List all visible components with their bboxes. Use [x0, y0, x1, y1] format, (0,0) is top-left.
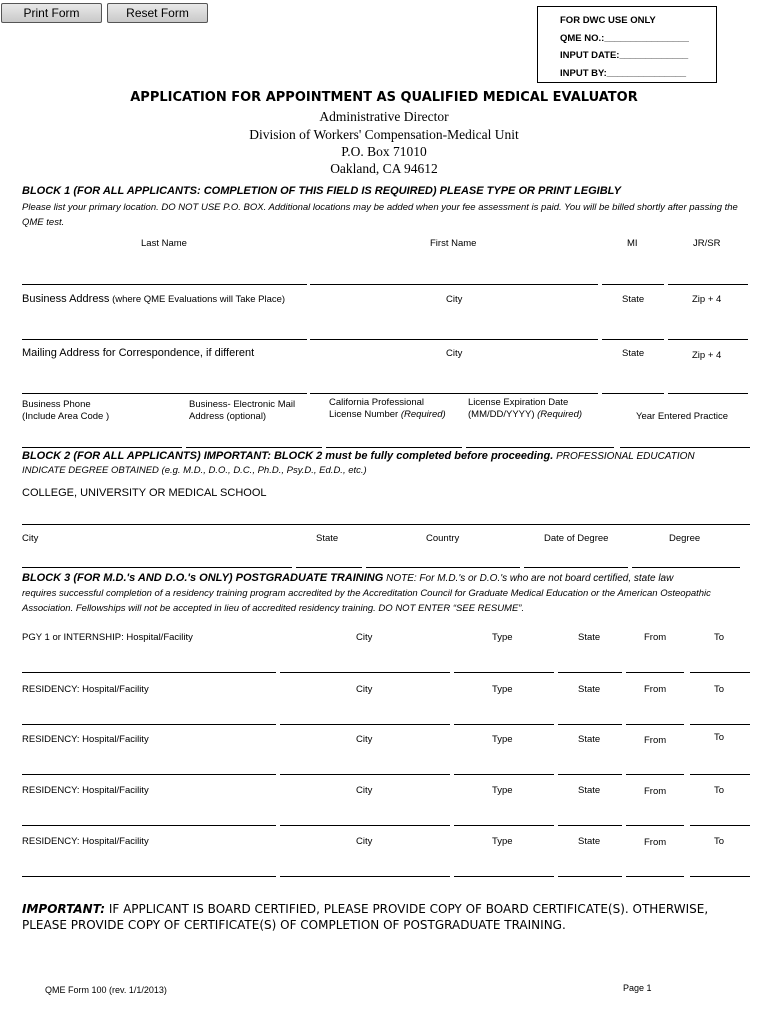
- business-phone-input[interactable]: [22, 428, 182, 446]
- business-state-label: State: [622, 294, 645, 305]
- pg-row-3-from-line: [626, 774, 684, 775]
- pg-row-2-from-input[interactable]: [626, 704, 684, 722]
- edu-country-input[interactable]: [366, 548, 520, 566]
- pg-row-5-state-label: State: [578, 836, 601, 847]
- year-entered-input[interactable]: [620, 428, 750, 446]
- pg-row-3-to-label: To: [714, 732, 725, 743]
- business-city-label: City: [446, 294, 463, 305]
- date-of-degree-label: Date of Degree: [544, 533, 609, 544]
- degree-line: [632, 567, 740, 568]
- jrsr-label: JR/SR: [693, 238, 721, 249]
- edu-country-line: [366, 567, 520, 568]
- date-of-degree-line: [524, 567, 628, 568]
- pg-row-4-city-label: City: [356, 785, 373, 796]
- pg-row-4-to-label: To: [714, 785, 725, 796]
- dwc-use-only-box: [537, 6, 717, 83]
- pg-row-4-to-line: [690, 825, 750, 826]
- pg-row-2-facility-label: RESIDENCY: Hospital/Facility: [22, 684, 149, 695]
- pg-row-1-type-input[interactable]: [454, 652, 554, 670]
- pg-row-5-to-line: [690, 876, 750, 877]
- pg-row-5-city-label: City: [356, 836, 373, 847]
- college-input[interactable]: [22, 505, 750, 523]
- pg-row-1-to-line: [690, 672, 750, 673]
- pg-row-5-from-line: [626, 876, 684, 877]
- last-name-label: Last Name: [141, 238, 187, 249]
- pg-row-2-city-label: City: [356, 684, 373, 695]
- first-name-input[interactable]: [310, 265, 598, 283]
- important-notice: IMPORTANT: IF APPLICANT IS BOARD CERTIFIED, PLEASE PROVIDE COPY OF BOARD CERTIFICATE(S). OTHERWISE, PLEASE PROVIDE COPY OF CERTIFICATE(S) OF COMPLETION OF POSTGRADUATE TRAINING.: [22, 902, 709, 932]
- email-label: Business- Electronic Mail Address (optional): [189, 399, 296, 422]
- jrsr-input[interactable]: [668, 265, 748, 283]
- header-line-2: Division of Workers' Compensation-Medical Unit: [249, 127, 519, 142]
- pg-row-1-city-line: [280, 672, 450, 673]
- form-title: APPLICATION FOR APPOINTMENT AS QUALIFIED MEDICAL EVALUATOR: [130, 90, 638, 105]
- pg-row-3-to-line: [690, 774, 750, 775]
- pg-row-1-state-input[interactable]: [558, 652, 622, 670]
- pg-row-5-facility-line: [22, 876, 276, 877]
- pg-row-2-city-line: [280, 724, 450, 725]
- block3-heading: BLOCK 3 (FOR M.D.'s AND D.O.'s ONLY) POSTGRADUATE TRAINING NOTE: For M.D.'s or D.O.'s who are not board certified, state law: [22, 572, 674, 584]
- block1-note: Please list your primary location. DO NOT USE P.O. BOX. Additional locations may be added when your fee assessment is paid. You will be billed shortly after passing the QME test.: [22, 202, 738, 228]
- business-city-line: [310, 339, 598, 340]
- pg-row-4-city-input[interactable]: [280, 805, 450, 823]
- date-of-degree-input[interactable]: [524, 548, 628, 566]
- pg-row-1-type-line: [454, 672, 554, 673]
- college-label: COLLEGE, UNIVERSITY OR MEDICAL SCHOOL: [22, 487, 267, 499]
- pg-row-1-from-input[interactable]: [626, 652, 684, 670]
- pg-row-4-from-input[interactable]: [626, 805, 684, 823]
- business-zip-line: [668, 339, 748, 340]
- pg-row-3-to-input[interactable]: [690, 754, 750, 772]
- pg-row-1-state-label: State: [578, 632, 601, 643]
- pg-row-2-facility-line: [22, 724, 276, 725]
- pg-row-3-facility-input[interactable]: [22, 754, 276, 772]
- pg-row-2-to-line: [690, 724, 750, 725]
- pg-row-5-type-line: [454, 876, 554, 877]
- pg-row-2-to-label: To: [714, 684, 725, 695]
- pg-row-4-to-input[interactable]: [690, 805, 750, 823]
- reset-form-button[interactable]: Reset Form: [107, 3, 208, 23]
- pg-row-5-to-input[interactable]: [690, 856, 750, 874]
- pg-row-3-type-label: Type: [492, 734, 513, 745]
- pg-row-4-facility-input[interactable]: [22, 805, 276, 823]
- pg-row-5-city-line: [280, 876, 450, 877]
- pg-row-2-facility-input[interactable]: [22, 704, 276, 722]
- first-name-label: First Name: [430, 238, 477, 249]
- license-expiration-line: [466, 447, 614, 448]
- pg-row-2-state-label: State: [578, 684, 601, 695]
- dwc-heading: FOR DWC USE ONLY: [560, 15, 656, 26]
- pg-row-3-state-label: State: [578, 734, 601, 745]
- pg-row-4-type-input[interactable]: [454, 805, 554, 823]
- business-phone-line: [22, 447, 182, 448]
- license-expiration-label: License Expiration Date (MM/DD/YYYY) (Required): [468, 397, 583, 420]
- pg-row-3-type-line: [454, 774, 554, 775]
- business-address-label: Business Address (where QME Evaluations will Take Place): [22, 293, 286, 305]
- edu-state-line: [296, 567, 362, 568]
- degree-label: Degree: [669, 533, 701, 544]
- block3-note: requires successful completion of a residency training program accredited by the Accreditation Council for Graduate Medical Education or the American Osteopathic Association. Fellowships will not be accepted in lieu of accredited residency training. DO NOT ENTER “SEE RESUME”.: [22, 588, 711, 614]
- header-line-1: Administrative Director: [319, 109, 449, 124]
- license-number-label: California Professional License Number (Required): [329, 397, 446, 420]
- input-date-label: INPUT DATE:_____________: [560, 50, 689, 61]
- pg-row-4-facility-label: RESIDENCY: Hospital/Facility: [22, 785, 149, 796]
- pg-row-5-state-line: [558, 876, 622, 877]
- last-name-line: [22, 284, 307, 285]
- email-input[interactable]: [186, 428, 322, 446]
- year-entered-label: Year Entered Practice: [636, 411, 729, 422]
- header-line-3: P.O. Box 71010: [341, 144, 427, 159]
- edu-state-label: State: [316, 533, 339, 544]
- block1-heading: BLOCK 1 (FOR ALL APPLICANTS: COMPLETION OF THIS FIELD IS REQUIRED) PLEASE TYPE OR PRINT LEGIBLY: [22, 185, 621, 197]
- pg-row-1-facility-label: PGY 1 or INTERNSHIP: Hospital/Facility: [22, 632, 193, 643]
- pg-row-2-state-line: [558, 724, 622, 725]
- mailing-state-line: [602, 393, 664, 394]
- first-name-line: [310, 284, 598, 285]
- pg-row-5-state-input[interactable]: [558, 856, 622, 874]
- pg-row-4-state-input[interactable]: [558, 805, 622, 823]
- business-state-line: [602, 339, 664, 340]
- business-state-input[interactable]: [602, 320, 664, 338]
- pg-row-2-type-input[interactable]: [454, 704, 554, 722]
- pg-row-3-state-input[interactable]: [558, 754, 622, 772]
- pg-row-3-type-input[interactable]: [454, 754, 554, 772]
- pg-row-2-state-input[interactable]: [558, 704, 622, 722]
- mailing-state-input[interactable]: [602, 374, 664, 392]
- pg-row-5-from-input[interactable]: [626, 856, 684, 874]
- mailing-city-input[interactable]: [310, 374, 598, 392]
- pg-row-3-city-line: [280, 774, 450, 775]
- mi-input[interactable]: [602, 265, 664, 283]
- business-zip-label: Zip + 4: [692, 294, 722, 305]
- pg-row-4-type-label: Type: [492, 785, 513, 796]
- pg-row-5-type-input[interactable]: [454, 856, 554, 874]
- edu-city-line: [22, 567, 292, 568]
- degree-input[interactable]: [632, 548, 740, 566]
- last-name-input[interactable]: [22, 265, 307, 283]
- edu-state-input[interactable]: [296, 548, 362, 566]
- mi-line: [602, 284, 664, 285]
- mailing-address-label: Mailing Address for Correspondence, if different: [22, 347, 255, 359]
- pg-row-4-state-line: [558, 825, 622, 826]
- pg-row-2-type-label: Type: [492, 684, 513, 695]
- business-address-line: [22, 339, 307, 340]
- business-zip-input[interactable]: [668, 320, 748, 338]
- input-by-label: INPUT BY:_______________: [560, 67, 687, 79]
- pg-row-3-from-input[interactable]: [626, 754, 684, 772]
- mailing-zip-label: Zip + 4: [692, 350, 722, 361]
- pg-row-4-facility-line: [22, 825, 276, 826]
- pg-row-4-from-label: From: [644, 786, 667, 797]
- mailing-zip-input[interactable]: [668, 374, 748, 392]
- form-id: QME Form 100 (rev. 1/1/2013): [45, 985, 167, 995]
- pg-row-4-type-line: [454, 825, 554, 826]
- pg-row-3-facility-label: RESIDENCY: Hospital/Facility: [22, 734, 149, 745]
- email-line: [186, 447, 322, 448]
- pg-row-1-from-label: From: [644, 632, 667, 643]
- mailing-address-line: [22, 393, 307, 394]
- pg-row-4-from-line: [626, 825, 684, 826]
- block2-indicate-degree: INDICATE DEGREE OBTAINED (e.g. M.D., D.O., D.C., Ph.D., Psy.D., Ed.D., etc.): [22, 465, 367, 476]
- print-form-button[interactable]: Print Form: [1, 3, 102, 23]
- pg-row-3-facility-line: [22, 774, 276, 775]
- header-line-4: Oakland, CA 94612: [330, 161, 438, 176]
- edu-country-label: Country: [426, 533, 460, 544]
- pg-row-1-from-line: [626, 672, 684, 673]
- pg-row-3-city-label: City: [356, 734, 373, 745]
- mailing-zip-line: [668, 393, 748, 394]
- jrsr-line: [668, 284, 748, 285]
- college-line: [22, 524, 750, 525]
- pg-row-4-city-line: [280, 825, 450, 826]
- edu-city-label: City: [22, 533, 39, 544]
- block2-heading: BLOCK 2 (FOR ALL APPLICANTS) IMPORTANT: BLOCK 2 must be fully completed before proceeding. PROFESSIONAL EDUCATION: [22, 450, 695, 462]
- pg-row-5-type-label: Type: [492, 836, 513, 847]
- pg-row-1-city-label: City: [356, 632, 373, 643]
- pg-row-2-from-line: [626, 724, 684, 725]
- business-city-input[interactable]: [310, 320, 598, 338]
- pg-row-2-to-input[interactable]: [690, 704, 750, 722]
- pg-row-1-city-input[interactable]: [280, 652, 450, 670]
- pg-row-2-from-label: From: [644, 684, 667, 695]
- pg-row-1-type-label: Type: [492, 632, 513, 643]
- page-number: Page 1: [623, 983, 652, 993]
- pg-row-3-city-input[interactable]: [280, 754, 450, 772]
- pg-row-1-state-line: [558, 672, 622, 673]
- license-number-input[interactable]: [326, 428, 462, 446]
- mailing-address-input[interactable]: [22, 374, 307, 392]
- pg-row-1-facility-line: [22, 672, 276, 673]
- pg-row-5-facility-label: RESIDENCY: Hospital/Facility: [22, 836, 149, 847]
- mi-label: MI: [627, 238, 638, 249]
- pg-row-3-state-line: [558, 774, 622, 775]
- pg-row-1-to-label: To: [714, 632, 725, 643]
- business-phone-label: Business Phone (Include Area Code ): [22, 399, 110, 422]
- pg-row-5-from-label: From: [644, 837, 667, 848]
- license-number-line: [326, 447, 462, 448]
- pg-row-2-type-line: [454, 724, 554, 725]
- qme-no-label: QME NO.:________________: [560, 32, 689, 44]
- pg-row-4-state-label: State: [578, 785, 601, 796]
- year-entered-line: [620, 447, 750, 448]
- pg-row-2-city-input[interactable]: [280, 704, 450, 722]
- edu-city-input[interactable]: [22, 548, 292, 566]
- mailing-state-label: State: [622, 348, 645, 359]
- pg-row-5-to-label: To: [714, 836, 725, 847]
- license-expiration-input[interactable]: [466, 428, 614, 446]
- mailing-city-label: City: [446, 348, 463, 359]
- pg-row-3-from-label: From: [644, 735, 667, 746]
- mailing-city-line: [310, 393, 598, 394]
- pg-row-1-to-input[interactable]: [690, 652, 750, 670]
- business-address-input[interactable]: [22, 320, 307, 338]
- pg-row-5-city-input[interactable]: [280, 856, 450, 874]
- pg-row-1-facility-input[interactable]: [22, 652, 276, 670]
- pg-row-5-facility-input[interactable]: [22, 856, 276, 874]
